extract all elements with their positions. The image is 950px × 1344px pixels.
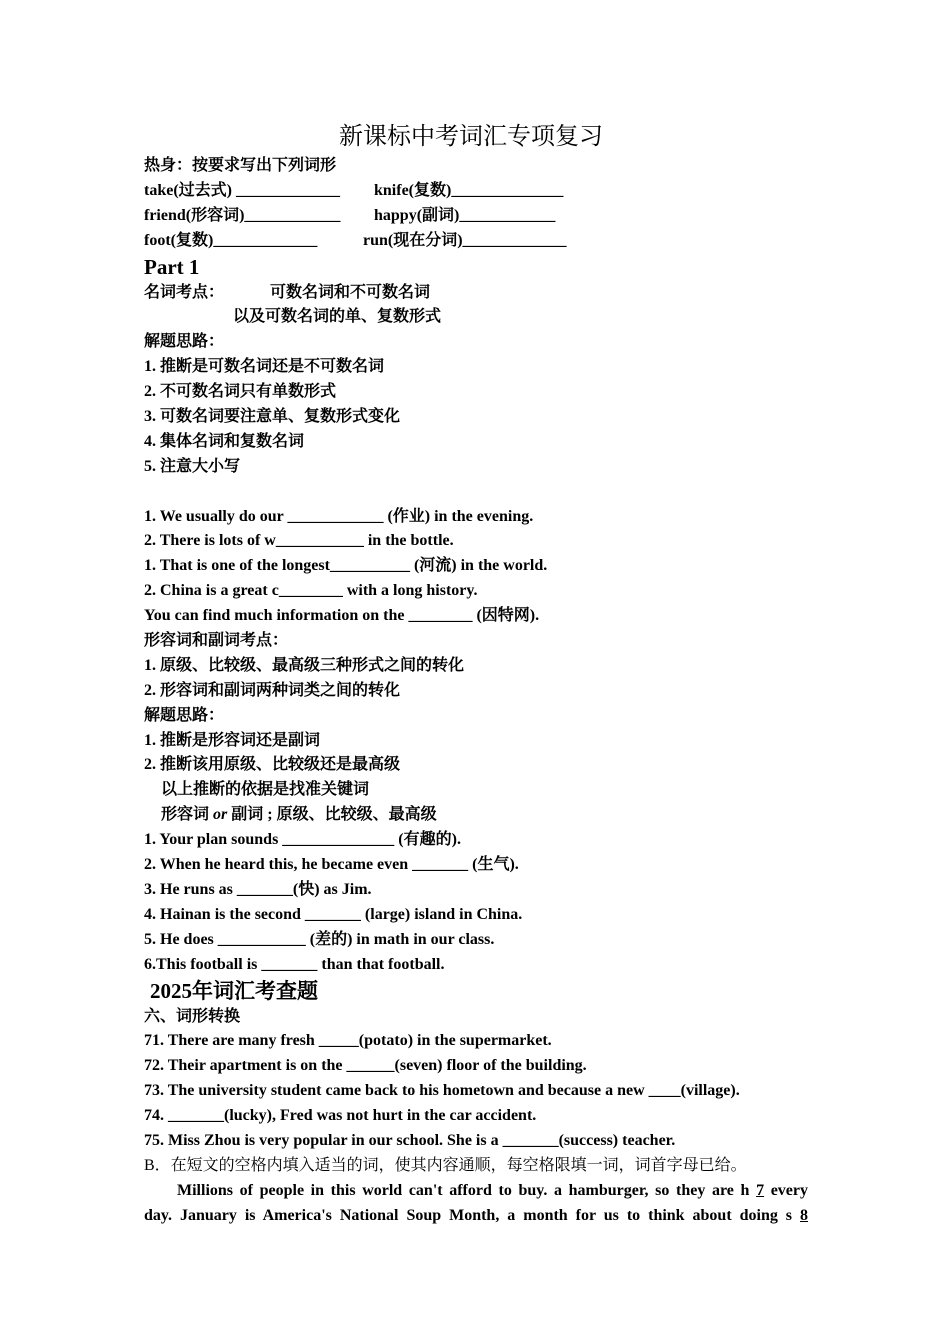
passage-text: every <box>770 1181 809 1199</box>
approach-label: 解题思路： <box>144 706 225 724</box>
adj-exercise: 6.This football is _______ than that football. <box>144 955 445 973</box>
warmup-item: happy(副词)____________ <box>374 206 556 224</box>
warmup-item: take(过去式) _____________ <box>144 181 340 199</box>
warmup-row <box>144 179 808 204</box>
adj-point: 2. 形容词和副词两种词类之间的转化 <box>144 681 401 699</box>
passage-text: Millions of people in this world can't afford to buy. a hamburger, so they are h <box>177 1181 750 1199</box>
adj-label: 形容词和副词考点： <box>144 632 289 650</box>
warmup-row <box>144 204 808 229</box>
adj-exercise: 2. When he heard this, he became even _______ (生气). <box>144 856 519 874</box>
approach-label: 解题思路： <box>144 333 225 351</box>
warmup-item: foot(复数)_____________ <box>144 231 318 249</box>
document-page <box>144 120 808 1229</box>
summary-or: or <box>213 806 228 824</box>
tip-item: 4. 集体名词和复数名词 <box>144 432 305 450</box>
exam-item: 75. Miss Zhou is very popular in our school. She is a _______(success) teacher. <box>144 1131 676 1149</box>
noun-exercise: You can find much information on the ________ (因特网). <box>144 607 540 625</box>
warmup-item: friend(形容词)____________ <box>144 206 341 224</box>
noun-point: 可数名词和不可数名词 <box>270 283 431 301</box>
warmup-item: run(现在分词)_____________ <box>363 231 567 249</box>
adj-point: 1. 原级、比较级、最高级三种形式之间的转化 <box>144 656 465 674</box>
tip-item: 2. 不可数名词只有单数形式 <box>144 383 337 401</box>
adj-exercise: 3. He runs as _______(快) as Jim. <box>144 880 372 898</box>
summary-pre: 形容词 <box>161 806 214 824</box>
summary-post: 副词 ; 原级、比较级、最高级 <box>227 806 437 824</box>
page-title: 新课标中考词汇专项复习 <box>339 124 603 150</box>
adj-exercise: 1. Your plan sounds ______________ (有趣的). <box>144 831 461 849</box>
section-b-instruction: B．在短文的空格内填入适当的词，使其内容通顺，每空格限填一词，词首字母已给。 <box>144 1156 747 1174</box>
basis-note: 以上推断的依据是找准关键词 <box>161 781 370 799</box>
blank-number: 8 <box>800 1206 809 1224</box>
blank-line <box>144 480 808 505</box>
adj-tip: 2. 推断该用原级、比较级还是最高级 <box>144 756 401 774</box>
passage-line <box>144 1179 808 1204</box>
noun-label: 名词考点： <box>144 283 225 301</box>
noun-point: 以及可数名词的单、复数形式 <box>233 308 442 326</box>
noun-exercise: 2. There is lots of w___________ in the bottle. <box>144 532 454 550</box>
passage-line <box>144 1204 808 1229</box>
section-six-label: 六、词形转换 <box>144 1007 241 1025</box>
noun-point-line <box>144 281 808 306</box>
tip-item: 1. 推断是可数名词还是不可数名词 <box>144 358 385 376</box>
exam-item: 72. Their apartment is on the ______(seven) floor of the building. <box>144 1057 587 1075</box>
adj-exercise: 4. Hainan is the second _______ (large) island in China. <box>144 905 523 923</box>
adj-exercise: 5. He does ___________ (差的) in math in our class. <box>144 930 495 948</box>
summary-note <box>144 803 808 828</box>
warmup-item: knife(复数)______________ <box>374 181 564 199</box>
noun-exercise: 2. China is a great c________ with a long history. <box>144 582 478 600</box>
tip-item: 5. 注意大小写 <box>144 457 241 475</box>
exam-heading: 2025年词汇考查题 <box>150 978 318 1003</box>
exam-item: 71. There are many fresh _____(potato) in the supermarket. <box>144 1032 552 1050</box>
adj-tip: 1. 推断是形容词还是副词 <box>144 731 321 749</box>
exam-item: 73. The university student came back to his hometown and because a new ____(village). <box>144 1082 740 1100</box>
noun-exercise: 1. We usually do our ____________ (作业) in the evening. <box>144 507 534 525</box>
warmup-intro: 热身：按要求写出下列词形 <box>144 157 337 174</box>
blank-number: 7 <box>756 1181 765 1199</box>
noun-exercise: 1. That is one of the longest__________ (河流) in the world. <box>144 557 548 575</box>
part1-heading: Part 1 <box>144 254 200 279</box>
warmup-row <box>144 229 808 254</box>
tip-item: 3. 可数名词要注意单、复数形式变化 <box>144 408 401 426</box>
passage-text: day. January is America's National Soup Month, a month for us to think about doing s <box>144 1206 793 1224</box>
exam-item: 74. _______(lucky), Fred was not hurt in the car accident. <box>144 1107 537 1125</box>
